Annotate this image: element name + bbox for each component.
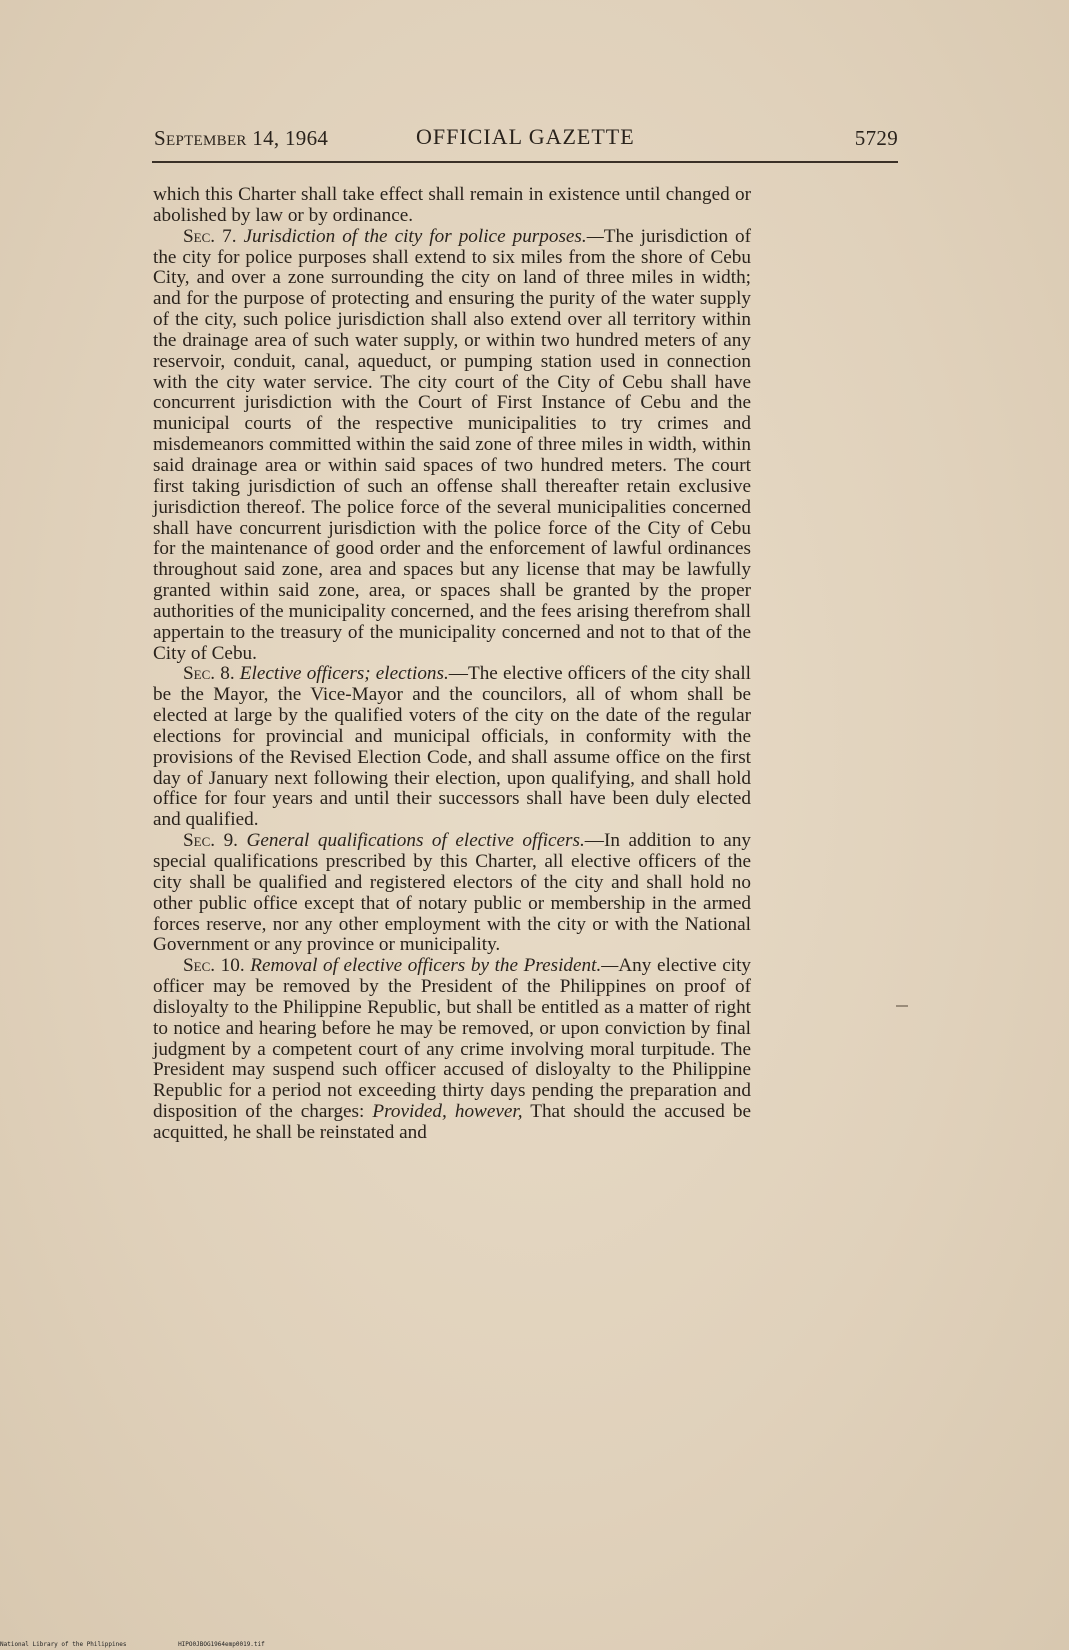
proviso-emphasis: Provided, however, bbox=[372, 1101, 523, 1123]
section-10 bbox=[153, 956, 751, 1144]
library-credit: National Library of the Philippines bbox=[0, 1641, 127, 1648]
section-9 bbox=[153, 831, 751, 956]
page-number: 5729 bbox=[854, 126, 898, 150]
paragraph-text: —The elective officers of the city shall be the Mayor, the Vice-Mayor and the councilors, all of whom shall be elected at large by the qualified voters of the city on the date of the regular elections for provincial and municipal officials, in conformity with the provisions of the Revised Election Code, and shall assume office on the first day of January next following their election, upon qualifying, and shall hold office for four years and until their successors shall have been duly elected and qualified. bbox=[153, 663, 752, 831]
paragraph-text-continued: That should the accused be acquitted, he shall be reinstated and bbox=[153, 1101, 751, 1143]
scan-filename: HIPO0JBOG1964emp0019.tif bbox=[178, 1641, 265, 1648]
section-title: General qualifications of elective officers. bbox=[246, 830, 585, 852]
section-label: Sec. 10. bbox=[183, 955, 245, 977]
header-date: September 14, 1964 bbox=[154, 126, 329, 150]
article-body bbox=[153, 185, 751, 1144]
paragraph-text: Any elective city officer may be removed by the President of the Philippines on proof of disloyalty to the Philippine Republic, but shall be entitled as a matter of right to notice and hearing before he may be removed, or upon conviction by final judgment by a competent court of any crime involving moral turpitude. The President may suspend such officer accused of disloyalty to the Philippine Republic for a period not exceeding thirty days pending the preparation and disposition of the charges: bbox=[153, 955, 752, 1123]
section-label: Sec. 8. bbox=[183, 663, 235, 685]
margin-mark bbox=[896, 1005, 908, 1007]
section-title: Removal of elective officers by the President.— bbox=[250, 955, 619, 977]
section-title: Jurisdiction of the city for police purposes.— bbox=[243, 225, 604, 247]
scan-footer bbox=[0, 1640, 500, 1650]
section-title: Elective officers; elections. bbox=[239, 663, 449, 685]
section-label: Sec. 7. bbox=[183, 225, 237, 247]
paragraph-text: which this Charter shall take effect shall remain in existence until changed or abolished by law or by ordinance. bbox=[153, 184, 751, 226]
publication-title: OFFICIAL GAZETTE bbox=[416, 124, 635, 149]
page-header bbox=[154, 124, 898, 154]
continuation-paragraph bbox=[153, 185, 751, 227]
header-rule bbox=[152, 161, 898, 163]
section-8 bbox=[153, 664, 751, 831]
paragraph-text: The jurisdiction of the city for police purposes shall extend to six miles from the shore of Cebu City, and over a zone surrounding the city on land of three miles in width; and for the purpose of protecting and ensuring the purity of the water supply of the city, such police jurisdiction shall also extend over all territory within the drainage area of such water supply, or within two hundred meters of any reservoir, conduit, canal, aqueduct, or pumping station used in connection with the city water service. The city court of the City of Cebu shall have concurrent jurisdiction with the Court of First Instance of Cebu and the municipal courts of the respective municipalities to try crimes and misdemeanors committed within the said zone of three miles in width, within said drainage area or within said spaces of two hundred meters. The court first taking jurisdiction of such an offense shall thereafter retain exclusive jurisdiction thereof. The police force of the several municipalities concerned shall have concurrent jurisdiction with the police force of the City of Cebu for the maintenance of good order and the enforcement of lawful ordinances throughout said zone, area and spaces but any license that may be lawfully granted within said zone, area, or spaces shall be granted by the proper authorities of the municipality concerned, and the fees arising therefrom shall appertain to the treasury of the municipality concerned and not to that of the City of Cebu. bbox=[153, 225, 751, 664]
paragraph-text: —In addition to any special qualifications prescribed by this Charter, all elective officers of the city shall be qualified and registered electors of the city and shall hold no other public office except that of notary public or membership in the armed forces reserve, nor any other employment with the city or with the National Government or any province or municipality. bbox=[153, 830, 752, 956]
section-7 bbox=[153, 227, 751, 665]
section-label: Sec. 9. bbox=[183, 830, 238, 852]
